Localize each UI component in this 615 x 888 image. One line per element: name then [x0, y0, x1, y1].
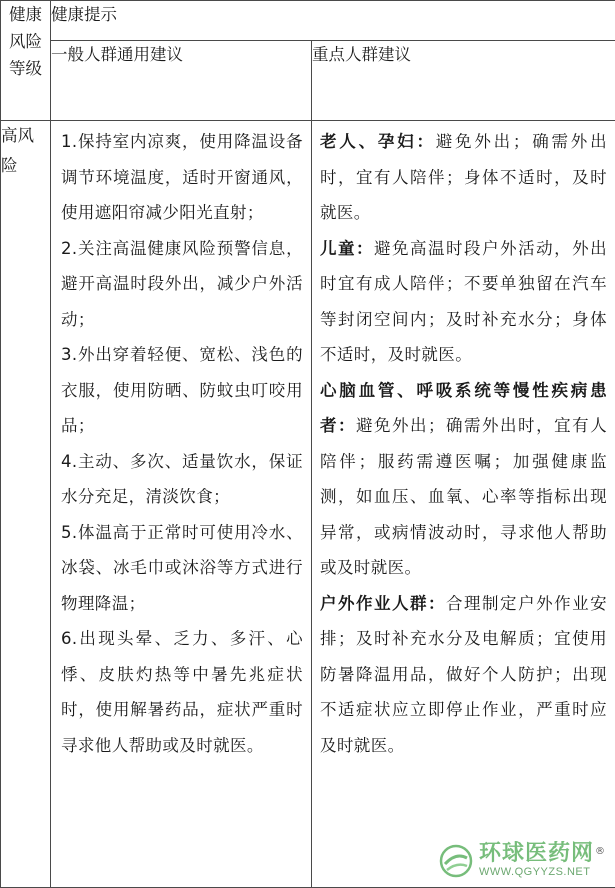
key-group-label: 老人、孕妇： — [320, 132, 436, 151]
risk-level-line-1: 高风 — [1, 126, 34, 145]
header-key-population: 重点人群建议 — [312, 41, 615, 121]
key-group — [320, 124, 607, 231]
general-item: 1.保持室内凉爽，使用降温设备调节环境温度，适时开窗通风，使用遮阳帘减少阳光直射； — [61, 132, 303, 222]
key-group — [320, 586, 607, 764]
watermark — [439, 843, 605, 878]
globe-logo-icon — [439, 844, 473, 878]
header-risk-level — [1, 1, 51, 121]
key-group — [320, 373, 607, 586]
general-item: 5.体温高于正常时可使用冷水、冰袋、冰毛巾或沐浴等方式进行物理降温； — [61, 522, 303, 613]
header-general-population: 一般人群通用建议 — [51, 41, 312, 121]
key-group-label: 心脑血管、呼吸系统等慢性疾病患者： — [320, 380, 607, 435]
header-health-tips: 健康提示 — [51, 1, 615, 41]
general-item: 3.外出穿着轻便、宽松、浅色的衣服，使用防晒、防蚊虫叮咬用品； — [61, 345, 303, 435]
key-group-text: 避免外出；确需外出时，宜有人陪伴；身体不适时，及时就医。 — [320, 132, 607, 222]
key-group-label: 户外作业人群： — [320, 593, 447, 613]
watermark-name: 环球医药网 — [478, 841, 594, 866]
key-group-text: 合理制定户外作业安排；及时补充水分及电解质；宜使用防暑降温用品，做好个人防护；出现不适症状应立即停止作业，严重时应及时就医。 — [320, 593, 607, 755]
header-level-line-2: 风险 — [9, 32, 42, 51]
watermark-url: WWW.QGYYZS.NET — [478, 866, 591, 878]
key-group-label: 儿童： — [320, 238, 375, 258]
key-advice-cell — [312, 121, 615, 888]
general-item: 2.关注高温健康风险预警信息，避开高温时段外出，减少户外活动； — [61, 238, 303, 329]
watermark-registered-mark: ® — [595, 845, 605, 857]
header-level-line-1: 健康 — [9, 5, 42, 24]
general-item: 6.出现头晕、乏力、多汗、心悸、皮肤灼热等中暑先兆症状时，使用解暑药品，症状严重时寻求他人帮助或及时就医。 — [61, 629, 303, 755]
key-group-text: 避免外出；确需外出时，宜有人陪伴；服药需遵医嘱；加强健康监测，如血压、血氧、心率等指标出现异常，或病情波动时，寻求他人帮助或及时就医。 — [320, 416, 607, 577]
general-advice-cell — [51, 121, 312, 888]
key-group — [320, 231, 607, 373]
header-level-line-3: 等级 — [9, 59, 42, 78]
risk-level-high — [1, 121, 51, 888]
general-item: 4.主动、多次、适量饮水，保证水分充足，清淡饮食； — [61, 451, 303, 506]
risk-level-line-2: 险 — [1, 156, 18, 175]
key-group-text: 避免高温时段户外活动，外出时宜有成人陪伴；不要单独留在汽车等封闭空间内；及时补充水分；身体不适时，及时就医。 — [320, 238, 608, 364]
